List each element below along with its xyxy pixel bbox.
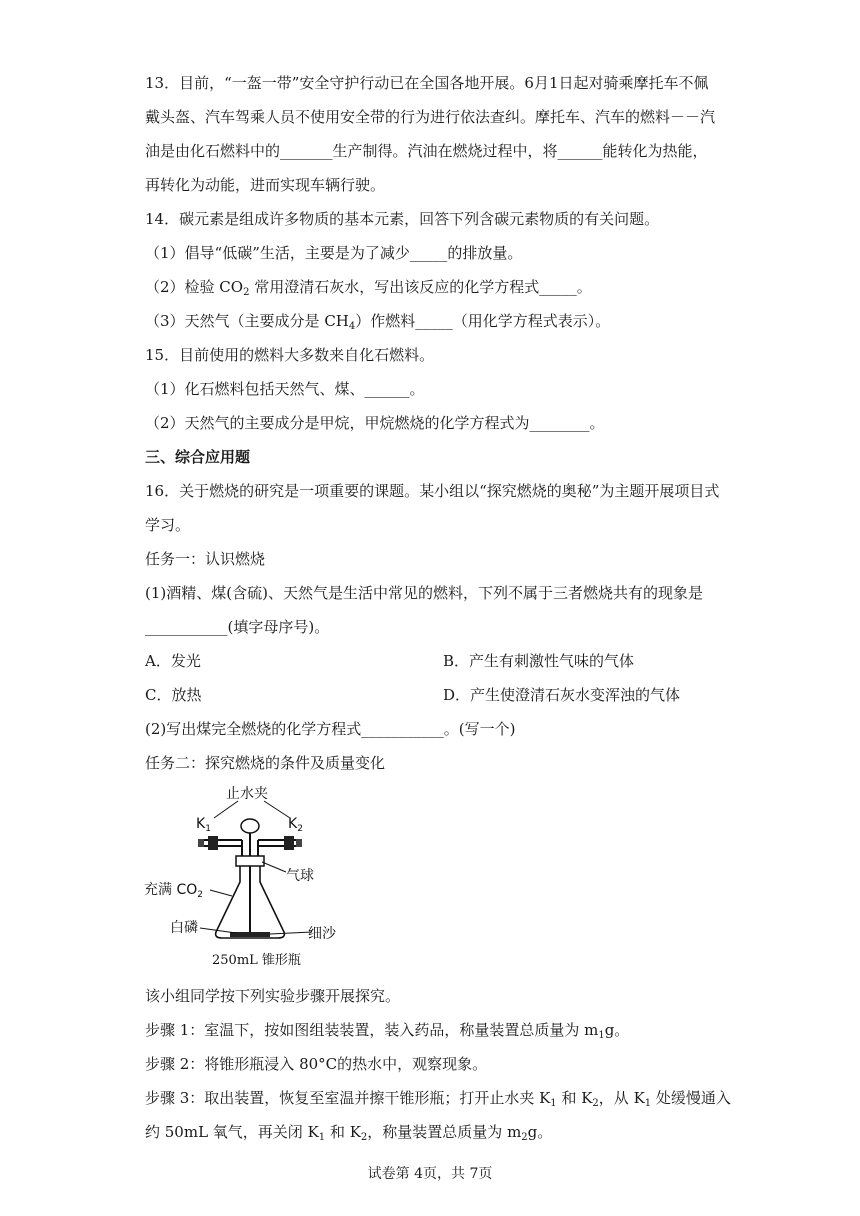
q14-part-1: （1）倡导“低碳”生活，主要是为了减少_____的排放量。 [145, 244, 523, 262]
figure-caption: 250mL 锥形瓶 [212, 953, 301, 968]
q16-sub-1-line-2: ___________(填字母序号)。 [145, 618, 330, 636]
step-3-text-3: ，从 K [598, 1089, 645, 1107]
balloon-pointer [262, 862, 286, 872]
q13-line-3: 油是由化石燃料中的_______生产制得。汽油在燃烧过程中，将______能转化为热能， [145, 142, 708, 160]
page-footer: 试卷第 4页，共 7页 [367, 1166, 493, 1182]
step-3-sub-1: 1 [550, 1098, 557, 1109]
k2-label: $K_2$ [288, 816, 303, 834]
q14-stem: 14．碳元素是组成许多物质的基本元素，回答下列含碳元素物质的有关问题。 [145, 210, 660, 228]
right-tube [258, 836, 302, 850]
co2-label: 充满 $CO_2$ [144, 882, 203, 900]
step-3-line-1 [145, 1088, 731, 1108]
q16-stem-2: 学习。 [145, 516, 191, 534]
option-c: C．放热 [145, 686, 202, 704]
step-1-text-b: g。 [604, 1021, 630, 1039]
q15-stem: 15．目前使用的燃料大多数来自化石燃料。 [145, 346, 435, 364]
apparatus-figure [140, 782, 340, 972]
q16-stem-1: 16．关于燃烧的研究是一项重要的课题。某小组以“探究燃烧的奥秘”为主题开展项目式 [145, 482, 720, 500]
step-3-text-7: ，称量装置总质量为 m [367, 1123, 522, 1141]
step-3-text-8: g。 [527, 1123, 553, 1141]
task-2-heading: 任务二：探究燃烧的条件及质量变化 [145, 754, 386, 772]
balloon-label: 气球 [286, 868, 314, 884]
q14-part-2-text-a: （2）检验 CO [145, 278, 244, 296]
step-3-sub-4: 1 [318, 1132, 326, 1143]
clamp-pointer-right [264, 801, 290, 818]
step-3-text-1: 步骤 3：取出装置，恢复至室温并擦干锥形瓶；打开止水夹 K [145, 1089, 551, 1107]
q13-line-1: 13．目前，“一盔一带”安全守护行动已在全国各地开展。6月1日起对骑乘摩托车不佩 [145, 74, 709, 92]
step-3-sub-6: 2 [521, 1132, 528, 1143]
step-2: 步骤 2：将锥形瓶浸入 80°C的热水中，观察现象。 [145, 1055, 488, 1073]
step-3-sub-2: 2 [592, 1098, 599, 1109]
option-d: D．产生使澄清石灰水变浑浊的气体 [443, 686, 681, 704]
q16-sub-2: (2)写出煤完全燃烧的化学方程式___________。(写一个) [145, 720, 516, 738]
section-heading: 三、综合应用题 [145, 448, 251, 466]
procedure-intro: 该小组同学按下列实验步骤开展探究。 [145, 987, 401, 1005]
option-a: A．发光 [145, 652, 201, 670]
q14-part-2-sub: 2 [243, 287, 250, 298]
q15-part-1: （1）化石燃料包括天然气、煤、______。 [145, 380, 425, 398]
q14-part-2-text-b: 常用澄清石灰水，写出该反应的化学方程式_____。 [249, 278, 592, 296]
q14-part-3 [145, 311, 610, 331]
q16-sub-1-line-1: (1)酒精、煤(含硫)、天然气是生活中常见的燃料，下列不属于三者燃烧共有的现象是 [145, 584, 703, 602]
sand-pointer [270, 932, 312, 934]
step-1 [145, 1020, 629, 1040]
step-3-sub-5: 2 [360, 1132, 368, 1143]
clamp-label: 止水夹 [226, 786, 268, 802]
q13-line-2: 戴头盔、汽车驾乘人员不使用安全带的行为进行依法查纠。摩托车、汽车的燃料－－汽 [145, 108, 716, 126]
stopper [236, 856, 264, 866]
q15-part-2: （2）天然气的主要成分是甲烷，甲烷燃烧的化学方程式为________。 [145, 414, 605, 432]
q14-part-3-sub: 4 [348, 321, 356, 332]
step-3-text-2: 和 K [556, 1089, 593, 1107]
step-1-sub: 1 [598, 1030, 605, 1041]
step-3-text-4: 处缓慢通入 [651, 1089, 731, 1107]
step-1-text-a: 步骤 1：室温下，按如图组装装置，装入药品，称量装置总质量为 m [145, 1021, 599, 1039]
balloon-shape [241, 819, 259, 833]
sand-label: 细沙 [308, 926, 336, 942]
q14-part-2 [145, 277, 592, 297]
q14-part-3-text-b: ）作燃料_____（用化学方程式表示）。 [355, 312, 611, 330]
q13-line-4: 再转化为动能，进而实现车辆行驶。 [145, 176, 386, 194]
step-3-text-6: 和 K [325, 1123, 361, 1141]
clamp-pointer-left [214, 801, 238, 818]
step-3-text-5: 约 50mL 氧气，再关闭 K [145, 1123, 319, 1141]
step-3-sub-3: 1 [644, 1098, 652, 1109]
q14-part-3-text-a: （3）天然气（主要成分是 CH [145, 312, 349, 330]
option-b: B．产生有刺激性气味的气体 [443, 652, 635, 670]
step-3-line-2 [145, 1122, 552, 1142]
task-1-heading: 任务一：认识燃烧 [145, 550, 266, 568]
left-tube [198, 836, 242, 850]
co2-pointer [210, 890, 232, 896]
phosphorus-label: 白磷 [170, 920, 198, 936]
k1-label: $K_1$ [196, 816, 211, 834]
